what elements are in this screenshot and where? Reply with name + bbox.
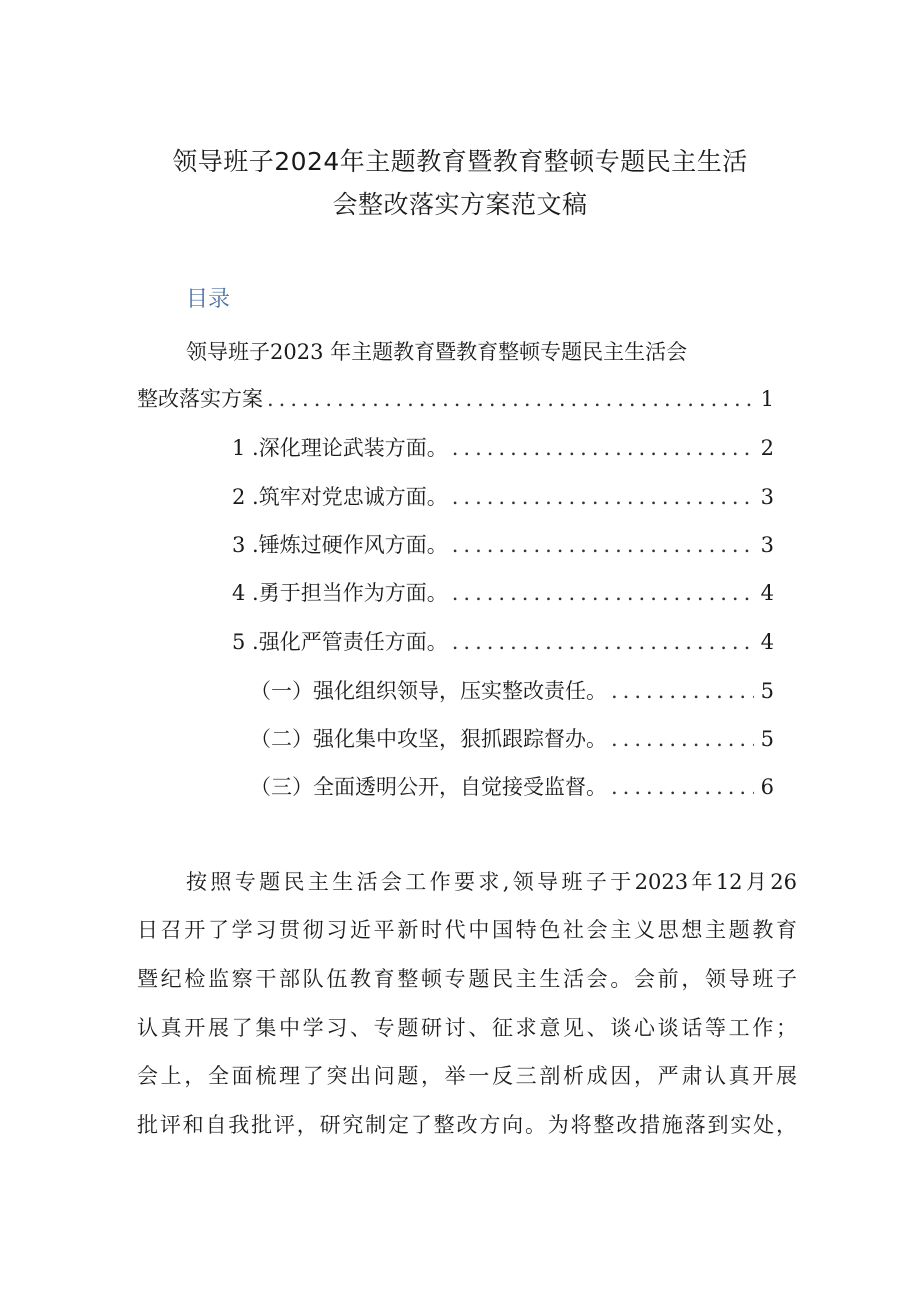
toc-page-number: 5 xyxy=(760,679,774,703)
body-paragraph-line: 暨纪检监察干部队伍教育整顿专题民主生活会。会前，领导班子 xyxy=(137,967,797,991)
toc-page-number: 2 xyxy=(760,436,774,460)
document-title-line-2: 会整改落实方案范文稿 xyxy=(332,190,588,219)
body-paragraph-line: 认真开展了集中学习、专题研讨、征求意见、谈心谈话等工作； xyxy=(137,1016,797,1040)
toc-entry-label: 5 .强化严管责任方面。 xyxy=(232,630,448,654)
toc-entry[interactable] xyxy=(250,771,774,801)
toc-entry-1-line-1[interactable]: 领导班子2023 年主题教育暨教育整顿专题民主生活会 xyxy=(186,340,688,364)
toc-entry[interactable] xyxy=(232,626,774,656)
toc-entry-label: 整改落实方案 xyxy=(137,387,263,411)
toc-entry-label: 1 .深化理论武装方面。 xyxy=(232,436,448,460)
toc-entry-label: 4 .勇于担当作为方面。 xyxy=(232,581,448,605)
toc-leader-dots xyxy=(611,727,754,751)
document-title-line-1: 领导班子2024年主题教育暨教育整顿专题民主生活 xyxy=(172,147,748,176)
toc-leader-dots xyxy=(611,679,754,703)
toc-leader-dots xyxy=(452,436,754,460)
toc-leader-dots xyxy=(452,485,754,509)
toc-page-number: 4 xyxy=(760,581,774,605)
toc-entry[interactable] xyxy=(250,675,774,705)
body-paragraph-line: 按照专题民主生活会工作要求,领导班子于2023年12月26 xyxy=(186,870,797,894)
toc-entry-label: 2 .筑牢对党忠诚方面。 xyxy=(232,485,448,509)
toc-leader-dots xyxy=(452,630,754,654)
toc-page-number: 5 xyxy=(760,727,774,751)
toc-entry-label: （一）强化组织领导，压实整改责任。 xyxy=(250,679,607,703)
toc-entry[interactable] xyxy=(232,529,774,559)
toc-entry[interactable] xyxy=(232,577,774,607)
toc-entry-label: 3 .锤炼过硬作风方面。 xyxy=(232,533,448,557)
toc-entry[interactable] xyxy=(232,432,774,462)
toc-page-number: 4 xyxy=(760,630,774,654)
body-paragraph-line: 批评和自我批评，研究制定了整改方向。为将整改措施落到实处， xyxy=(137,1113,797,1137)
toc-page-number: 1 xyxy=(760,387,774,411)
toc-leader-dots xyxy=(452,533,754,557)
toc-leader-dots xyxy=(452,581,754,605)
body-paragraph-line: 日召开了学习贯彻习近平新时代中国特色社会主义思想主题教育 xyxy=(137,918,797,942)
toc-entry-label: （二）强化集中攻坚，狠抓跟踪督办。 xyxy=(250,727,607,751)
toc-entry-label: （三）全面透明公开，自觉接受监督。 xyxy=(250,775,607,799)
toc-leader-dots xyxy=(267,387,754,411)
toc-heading: 目录 xyxy=(186,287,231,312)
toc-entry[interactable] xyxy=(137,383,774,413)
toc-page-number: 6 xyxy=(760,775,774,799)
toc-page-number: 3 xyxy=(760,533,774,557)
toc-leader-dots xyxy=(611,775,754,799)
body-paragraph-line: 会上，全面梳理了突出问题，举一反三剖析成因，严肃认真开展 xyxy=(137,1064,797,1088)
toc-page-number: 3 xyxy=(760,485,774,509)
toc-entry[interactable] xyxy=(250,723,774,753)
toc-entry[interactable] xyxy=(232,481,774,511)
